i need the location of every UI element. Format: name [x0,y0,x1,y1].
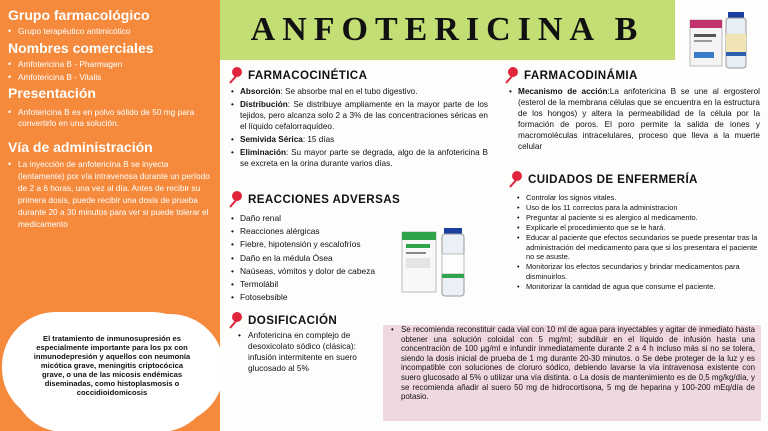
presentacion-heading: Presentación [8,85,96,101]
reacciones-heading [228,190,400,208]
product-box-vial-image [400,222,472,300]
reacciones-list [230,212,400,304]
farmacodinamia-heading [504,66,638,84]
section-title: FARMACOCINÉTICA [248,68,368,82]
presentacion-list [8,107,212,129]
dosificacion-heading [228,311,337,329]
list-item: • Se recomienda reconstituir cada vial con 10 ml de agua para inyectables y agitar de inmediato hasta obtener una solución coloidal con 5 mg/ml; subdiluir en el líquido de infusión hasta una concentración de 100 µg/ml e infundir inmediatamente durante 2 a 4 h incluso más si no se tolera, siendo la dosis inicial de prueba de 1 mg durante 20-30 minutos. o Se debe proteger de la luz y es incompatible con soluciones de cloruro sódico, debiendo lavarse la vía intravenosa existente con suero glucosado al 5% o utilizar una vía distinta. o La dosis de mantenimiento es de 0,5 mg/kg/día, y se recomienda añadir al suero 50 mg de hidrocortisona, 5 mg de heparina y 100-200 mEq/día de potasio. [389,325,755,402]
dosificacion-detail-box [383,325,761,421]
list-item: • Absorción: Se absorbe mal en el tubo digestivo. [230,86,488,97]
via-list [8,158,212,230]
list-item: • Anfotericina B es en polvo sólido de 50 mg para convertirlo en una solución. [8,107,212,129]
list-item: • Daño renal [230,212,400,225]
list-item: • La inyección de anfotericina B se inyecta (lentamente) por vía intravenosa durante un período de 2 a 6 horas, una vez al día. Antes de recibir su primera dosis, puede recibir una dosis de prueba durante 20 a 30 minutos para ver si puede tolerar el medicamento [8,158,212,230]
product-box-vial-image [688,6,760,72]
list-item: • Grupo terapéutico antimicótico [8,26,212,37]
list-item: • Explicarle el procedimiento que se le hará. [516,223,766,233]
nombres-heading: Nombres comerciales [8,40,154,56]
list-item: • Uso de los 11 correctos para la administracion [516,203,766,213]
pin-icon [508,170,524,188]
list-item: • Fiebre, hipotensión y escalofríos [230,238,400,251]
pin-icon [228,190,244,208]
list-item: • Distribución: Se distribuye ampliamente en la mayor parte de los tejidos, pero alcanza solo 2 a 3% de las concentraciones séricas en el líquido cefalorraquídeo. [230,99,488,132]
grupo-list [8,26,212,37]
list-item: • Monitorizar los efectos secundarios y brindar medicamentos para disminuirlos. [516,262,766,282]
section-title: FARMACODINÁMIA [524,68,638,82]
title-bar [220,0,675,60]
list-item: • Fotosebsible [230,291,400,304]
list-item: • Amfotericina B - Pharmagen [8,59,212,70]
via-heading: Vía de administración [8,139,153,155]
farmacocinetica-list [230,86,488,169]
list-item: • Reacciones alérgicas [230,225,400,238]
note-cloud [14,322,210,424]
pin-icon [504,66,520,84]
farmacocinetica-heading [228,66,367,84]
section-title: CUIDADOS DE ENFERMERÍA [528,172,698,186]
list-item: • Educar al paciente que efectos secundarios se puede presentar tras la administración del medicamento para que si los presentara el paciente no se asuste. [516,233,766,263]
list-item: • Termolábil [230,278,400,291]
nombres-list [8,59,212,83]
list-item: • Mecanismo de acción:La anfotericina B se une al ergosterol (esterol de la membrana células que se encuentra en la estructura de los hongos) y altera la permeabilidad de la célula por la formación de poros. El poro permite la salida de iones y macromoléculas intracelulares, proceso que lleva a la muerte celular [508,86,760,152]
list-item: • Daño en la médula Ósea [230,252,400,265]
cuidados-heading [508,170,698,188]
list-item: • Semivida Sérica: 15 días [230,134,488,145]
list-item: • Preguntar al paciente si es alergico al medicamento. [516,213,766,223]
page-title: ANFOTERICINA B [250,11,645,48]
list-item: • Naúseas, vómitos y dolor de cabeza [230,265,400,278]
list-item: • Amfotericina B - Vitalis [8,72,212,83]
list-item: • Monitorizar la cantidad de agua que consume el paciente. [516,282,766,292]
farmacodinamia-text [508,86,760,152]
list-item: • Controlar los signos vitales. [516,193,766,203]
list-item: • Eliminación: Su mayor parte se degrada, algo de la anfotericina B se excreta en la orina durante varios días. [230,147,488,169]
grupo-heading: Grupo farmacológico [8,7,150,23]
cloud-text: El tratamiento de inmunosupresión es especialmente importante para los px con inmunodepresión y aquellos con neumonía micótica grave, meningitis criptocócica grave, o una de las micosis endémicas diseminadas, como histoplasmosis o coccidioidomicosis [33,334,191,397]
list-item: • Anfotericina en complejo de desoxicolato sódico (clásica): infusión intermitente en suero glucosado al 5% [238,330,374,374]
cuidados-list [516,193,766,292]
pin-icon [228,311,244,329]
pin-icon [228,66,244,84]
dosificacion-left [238,330,374,374]
section-title: DOSIFICACIÓN [248,313,338,327]
section-title: REACCIONES ADVERSAS [248,192,401,206]
